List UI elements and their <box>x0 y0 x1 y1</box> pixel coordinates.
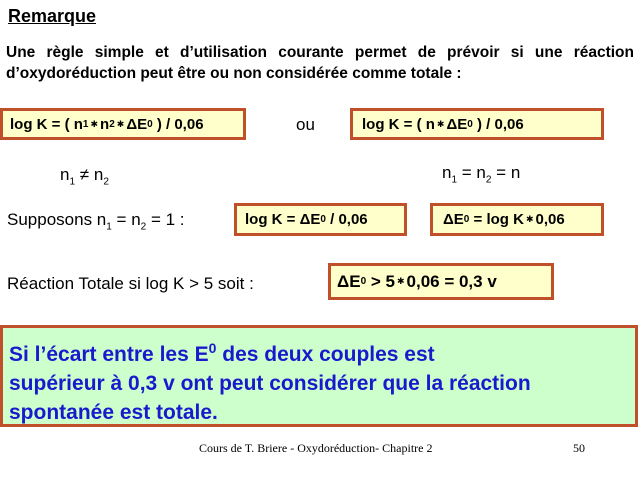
conclusion-sup: 0 <box>208 340 217 356</box>
case-n: n <box>60 165 70 184</box>
case-sub-1: 1 <box>69 176 76 188</box>
suppose-sub-1: 1 <box>106 221 112 233</box>
formula-prefix: log K = <box>245 211 296 228</box>
conclusion-text-b: des deux couples est <box>216 343 435 366</box>
formula-suffix: ) / 0,06 <box>477 115 524 133</box>
formula-sup: 0 <box>147 118 153 130</box>
footer-credit: Cours de T. Briere - Oxydoréduction- Chapitre 2 <box>199 441 433 455</box>
conclusion-box <box>0 325 638 427</box>
suppose-prefix: Supposons n <box>7 210 107 229</box>
case-eq-n: = n <box>461 163 486 182</box>
case-sub-2: 2 <box>103 176 109 188</box>
multiply-icon: ✱ <box>90 118 99 129</box>
formula-sub-1: 1 <box>82 118 89 130</box>
reaction-condition-text: Réaction Totale si log K > 5 soit : <box>7 274 254 293</box>
formula-sup: 0 <box>463 214 470 225</box>
intro-paragraph: Une règle simple et d’utilisation courante permet de prévoir si une réaction d’oxydoréduction peut être ou non considérée comme totale : <box>6 44 634 82</box>
conclusion-line-3: spontanée est totale. <box>9 401 218 424</box>
formula-delta: ΔE <box>446 115 468 133</box>
multiply-icon: ✱ <box>436 118 445 129</box>
formula-suffix: 0,06 <box>535 211 565 228</box>
suppose-line <box>7 210 185 232</box>
conclusion-text-a: Si l’écart entre les E <box>9 343 209 366</box>
conclusion-line-1 <box>9 334 627 369</box>
case-n: n <box>442 163 452 182</box>
formula-mid: > 5 <box>370 271 395 291</box>
formula-suffix: 0,06 = 0,3 v <box>406 271 497 291</box>
formula-delta: ΔE <box>299 211 321 228</box>
formula-box-n-equals-1 <box>234 203 407 236</box>
or-label: ou <box>296 115 315 134</box>
formula-prefix: log K = ( n <box>362 115 435 133</box>
formula-delta: ΔE <box>126 115 148 133</box>
case-n1-eq-n2 <box>442 163 520 185</box>
multiply-icon: ✱ <box>525 214 534 224</box>
formula-suffix: ) / 0,06 <box>156 115 204 133</box>
case-n1-neq-n2 <box>60 165 109 187</box>
formula-sub-2: 2 <box>109 118 115 130</box>
formula-prefix: log K = ( n <box>10 115 83 133</box>
case-eq-final: = n <box>496 163 521 182</box>
multiply-icon: ✱ <box>116 118 125 129</box>
formula-box-equal-n <box>350 108 604 140</box>
suppose-suffix: = 1 : <box>150 210 185 229</box>
suppose-sub-2: 2 <box>140 221 147 233</box>
case-sub-1: 1 <box>451 174 458 186</box>
page-title: Remarque <box>8 6 97 26</box>
formula-sup: 0 <box>360 276 367 287</box>
formula-n2: n <box>100 115 110 133</box>
formula-sup: 0 <box>320 214 326 225</box>
case-sub-2: 2 <box>485 174 492 186</box>
formula-box-general <box>0 108 246 140</box>
page-number: 50 <box>573 441 585 455</box>
formula-box-delta-e <box>430 203 604 236</box>
formula-delta: ΔE <box>443 211 464 228</box>
formula-mid: = log K <box>473 211 524 228</box>
suppose-mid: = n <box>116 210 141 229</box>
conclusion-line-2: supérieur à 0,3 v ont peut considérer que la réaction <box>9 372 531 395</box>
neq-symbol: ≠ <box>79 165 90 184</box>
formula-box-result <box>328 263 554 300</box>
formula-delta: ΔE <box>337 271 361 291</box>
formula-suffix: / 0,06 <box>330 211 368 228</box>
case-n2: n <box>93 165 104 184</box>
formula-sup: 0 <box>467 118 473 130</box>
multiply-icon: ✱ <box>396 276 405 286</box>
